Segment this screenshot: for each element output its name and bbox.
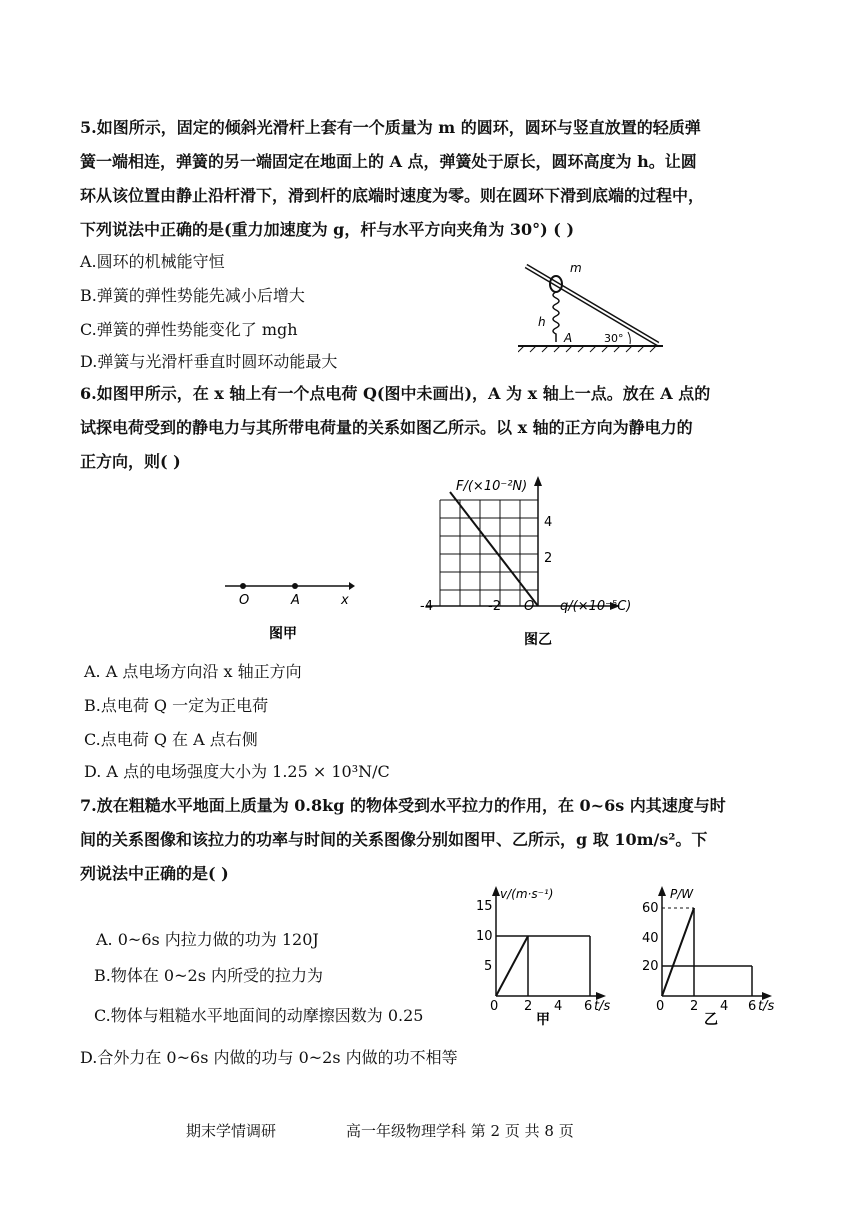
q5-stem-line-4: 下列说法中正确的是(重力加速度为 g，杆与水平方向夹角为 30°) ( ): [80, 220, 575, 239]
q6-figure-a-axis: [225, 578, 355, 642]
q5-option-b: B.弹簧的弹性势能先减小后增大: [80, 286, 305, 305]
q6-x-label: q/(×10⁻⁵C): [560, 599, 632, 614]
q7-v-ytick-5: 5: [484, 959, 493, 974]
q7-v-ylabel: v/(m·s⁻¹): [500, 887, 554, 901]
q7-v-ramp: [496, 936, 528, 996]
q6-ytick-2: 2: [544, 551, 553, 566]
q7-v-xlabel: t/s: [594, 999, 611, 1014]
q5-option-a: A.圆环的机械能守恒: [80, 252, 225, 271]
q6-f-q-line: [450, 492, 538, 606]
q5-label-m: m: [570, 261, 582, 275]
q7-v-xtick-4: 4: [554, 999, 563, 1014]
q6-caption-b: 图乙: [524, 632, 552, 648]
q6-label-a: A: [291, 593, 300, 608]
q7-p-ylabel: P/W: [670, 887, 694, 901]
q7-option-c: C.物体与粗糙水平地面间的动摩擦因数为 0.25: [94, 1006, 424, 1025]
q7-option-d: D.合外力在 0~6s 内做的功与 0~2s 内做的功不相等: [80, 1048, 458, 1067]
q5-option-d: D.弹簧与光滑杆垂直时圆环动能最大: [80, 352, 338, 371]
q6-stem-line-3: 正方向，则( ): [80, 452, 181, 471]
q6-point-a: [292, 583, 298, 589]
q7-v-ytick-15: 15: [476, 899, 493, 914]
q6-label-x: x: [341, 593, 349, 608]
q6-xtick-neg2: -2: [488, 599, 501, 614]
q6-label-o: O: [239, 593, 250, 608]
q7-v-xtick-0: 0: [490, 999, 499, 1014]
footer-page-info: 高一年级物理学科 第 2 页 共 8 页: [346, 1122, 574, 1140]
q7-velocity-time-graph: [474, 884, 614, 1030]
q6-stem-line-1: 6.如图甲所示，在 x 轴上有一个点电荷 Q(图中未画出)，A 为 x 轴上一点。放在 A 点的: [80, 384, 711, 403]
q7-p-ytick-40: 40: [642, 931, 659, 946]
q7-p-xtick-2: 2: [690, 999, 699, 1014]
q6-stem-line-2: 试探电荷受到的静电力与其所带电荷量的关系如图乙所示。以 x 轴的正方向为静电力的: [80, 418, 693, 437]
q7-p-ytick-20: 20: [642, 959, 659, 974]
q5-option-c: C.弹簧的弹性势能变化了 mgh: [80, 320, 298, 339]
q5-stem-line-3: 环从该位置由静止沿杆滑下，滑到杆的底端时速度为零。则在圆环下滑到底端的过程中，: [80, 186, 705, 205]
q7-v-xtick-6: 6: [584, 999, 593, 1014]
q6-ytick-4: 4: [544, 515, 553, 530]
q5-label-h: h: [538, 315, 546, 329]
q7-p-xlabel: t/s: [758, 999, 775, 1014]
q6-option-d: D. A 点的电场强度大小为 1.25 × 10³N/C: [84, 762, 390, 781]
q6-y-label: F/(×10⁻²N): [456, 479, 528, 494]
q7-stem-line-3: 列说法中正确的是( ): [80, 864, 229, 883]
q6-point-o: [240, 583, 246, 589]
q7-stem-line-2: 间的关系图像和该拉力的功率与时间的关系图像分别如图甲、乙所示，g 取 10m/s²。下: [80, 830, 708, 849]
q7-v-xtick-2: 2: [524, 999, 533, 1014]
q6-option-c: C.点电荷 Q 在 A 点右侧: [84, 730, 258, 749]
q6-option-a: A. A 点电场方向沿 x 轴正方向: [84, 662, 302, 681]
q6-figure-b-graph: [420, 474, 650, 650]
q7-p-xtick-0: 0: [656, 999, 665, 1014]
q5-stem-line-2: 簧一端相连，弹簧的另一端固定在地面上的 A 点，弹簧处于原长，圆环高度为 h。让圆: [80, 152, 697, 171]
q7-option-b: B.物体在 0~2s 内所受的拉力为: [94, 966, 323, 985]
q7-p-xtick-6: 6: [748, 999, 757, 1014]
q6-option-b: B.点电荷 Q 一定为正电荷: [84, 696, 269, 715]
q5-label-a: A: [564, 331, 573, 345]
q7-stem-line-1: 7.放在粗糙水平地面上质量为 0.8kg 的物体受到水平拉力的作用，在 0~6s 内其速度与时: [80, 796, 726, 815]
q5-angle-label: 30°: [604, 332, 624, 345]
q7-option-a: A. 0~6s 内拉力做的功为 120J: [96, 930, 319, 949]
q7-p-ytick-60: 60: [642, 901, 659, 916]
q7-caption-a: 甲: [536, 1012, 550, 1028]
q7-p-xtick-4: 4: [720, 999, 729, 1014]
q7-v-ytick-10: 10: [476, 929, 493, 944]
q7-caption-b: 乙: [704, 1012, 718, 1028]
q7-p-ramp: [662, 908, 694, 996]
q5-stem-line-1: 5.如图所示，固定的倾斜光滑杆上套有一个质量为 m 的圆环，圆环与竖直放置的轻质弹: [80, 118, 701, 137]
q6-caption-a: 图甲: [269, 626, 297, 642]
q6-origin: O: [524, 599, 535, 614]
q7-power-time-graph: [640, 884, 780, 1030]
q6-xtick-neg4: -4: [420, 599, 433, 614]
q5-incline-figure: [518, 258, 668, 354]
footer-exam-name: 期末学情调研: [186, 1122, 277, 1140]
